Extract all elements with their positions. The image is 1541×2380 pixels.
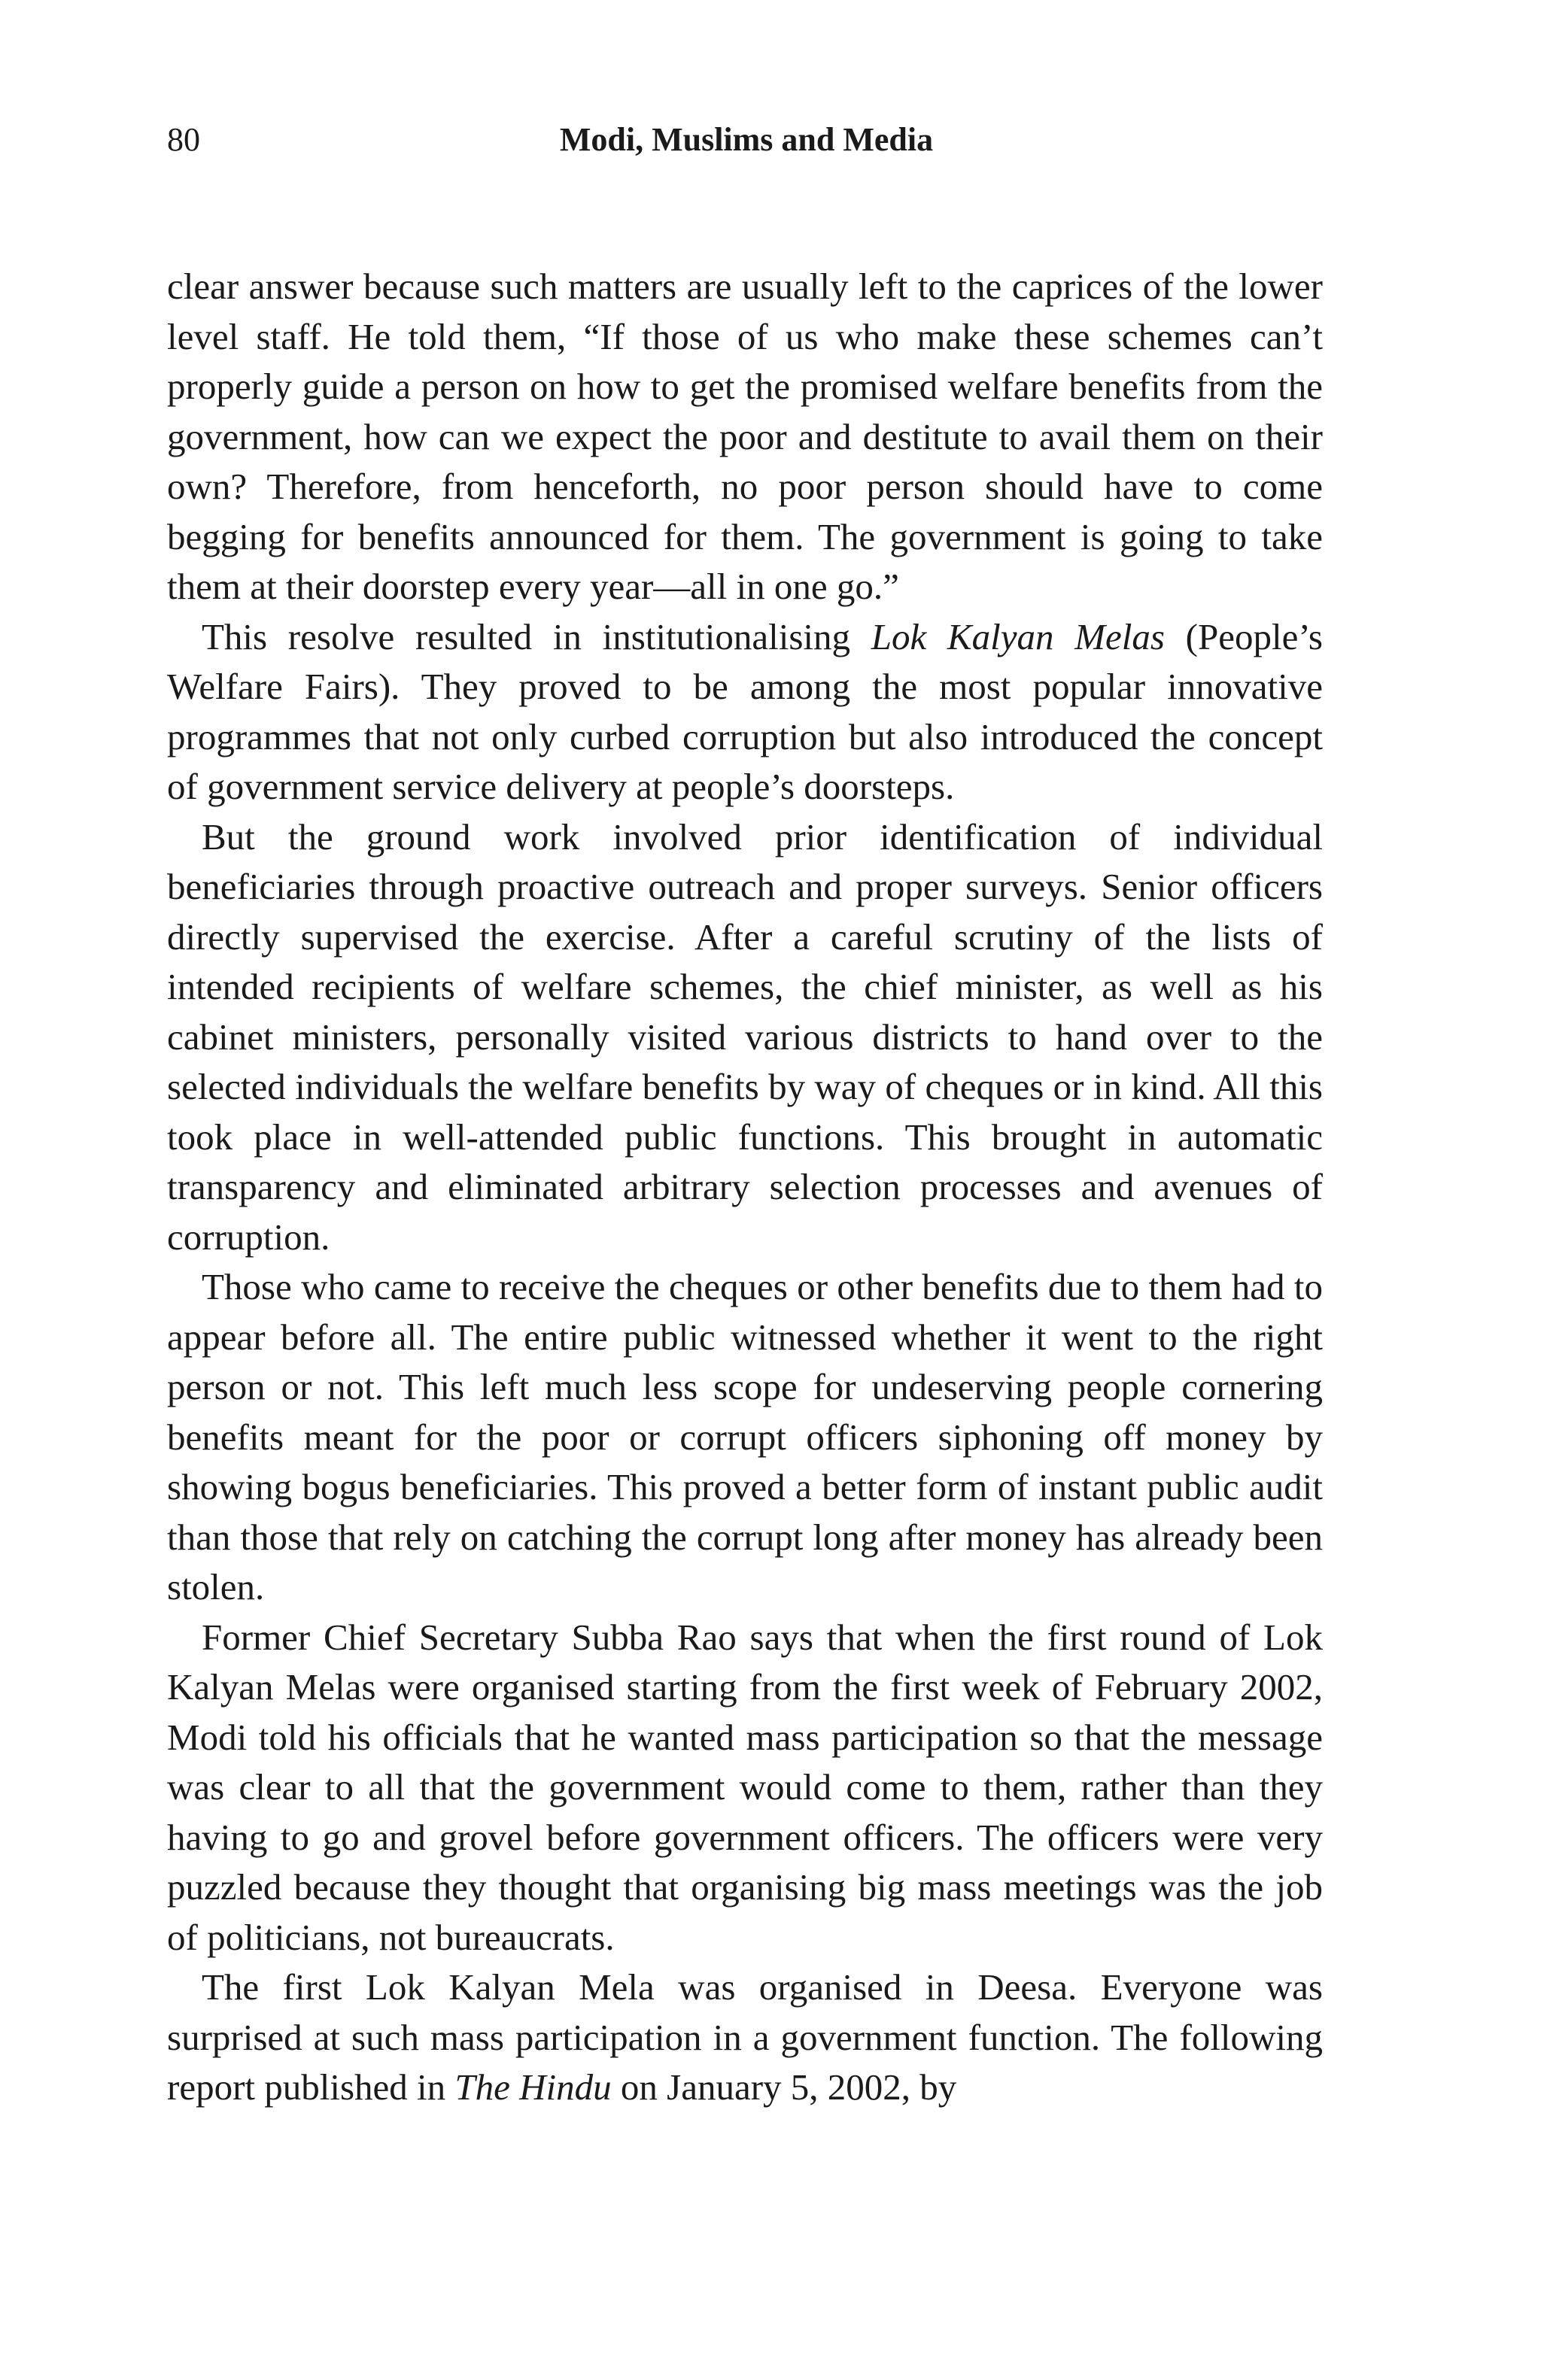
paragraph bbox=[167, 612, 1323, 812]
paragraph bbox=[167, 1262, 1323, 1613]
paragraph-text: on January 5, 2002, by bbox=[611, 2066, 957, 2108]
paragraph-text: Former Chief Secretary Subba Rao says that when the first round of Lok Kalyan Melas were organised starting from the first week of February 2002, Modi told his officials that he wanted mass participation so that the message was clear to all that the government would come to them, rather than they having to go and grovel before government officers. The officers were very puzzled because they thought that organising big mass meetings was the job of politicians, not bureaucrats. bbox=[167, 1616, 1323, 1958]
running-head bbox=[167, 117, 1326, 162]
paragraph bbox=[167, 812, 1323, 1263]
paragraph bbox=[167, 1963, 1323, 2113]
book-title: Modi, Muslims and Media bbox=[559, 121, 934, 158]
paragraph-text: But the ground work involved prior identification of individual beneficiaries through proactive outreach and proper surveys. Senior officers directly supervised the exercise. After a careful scrutiny of the lists of intended recipients of welfare schemes, the chief minister, as well as his cabinet ministers, personally visited various districts to hand over to the selected individuals the welfare benefits by way of cheques or in kind. All this took place in well-attended public functions. This brought in automatic transparency and eliminated arbitrary selection processes and avenues of corruption. bbox=[167, 815, 1323, 1258]
paragraph-text: clear answer because such matters are usually left to the caprices of the lower level staff. He told them, “If those of us who make these schemes can’t properly guide a person on how to get the promised welfare benefits from the government, how can we expect the poor and destitute to avail them on their own? Therefore, from henceforth, no poor person should have to come begging for benefits announced for them. The government is going to take them at their doorstep every year—all in one go.” bbox=[167, 266, 1323, 607]
paragraph-text: (People’s Welfare Fairs). They proved to be among the most popular innovative programmes that not only curbed corruption but also introduced the concept of government service delivery at people’s doorsteps. bbox=[167, 615, 1323, 807]
body-text bbox=[167, 262, 1323, 2113]
paragraph bbox=[167, 1613, 1323, 1963]
paragraph bbox=[167, 262, 1323, 612]
paragraph-text: Those who came to receive the cheques or other benefits due to them had to appear before all. The entire public witnessed whether it went to the right person or not. This left much less scope for undeserving people cornering benefits meant for the poor or corrupt officers siphoning off money by showing bogus beneficiaries. This proved a better form of instant public audit than those that rely on catching the corrupt long after money has already been stolen. bbox=[167, 1266, 1323, 1607]
italic-term: Lok Kalyan Melas bbox=[871, 615, 1165, 657]
page-number: 80 bbox=[167, 121, 200, 158]
paragraph-text: The first Lok Kalyan Mela was organised in Deesa. Everyone was surprised at such mass participation in a government function. The following report published in bbox=[167, 1966, 1323, 2108]
italic-title: The Hindu bbox=[454, 2066, 612, 2108]
paragraph-text: This resolve resulted in institutionalising bbox=[202, 615, 871, 657]
